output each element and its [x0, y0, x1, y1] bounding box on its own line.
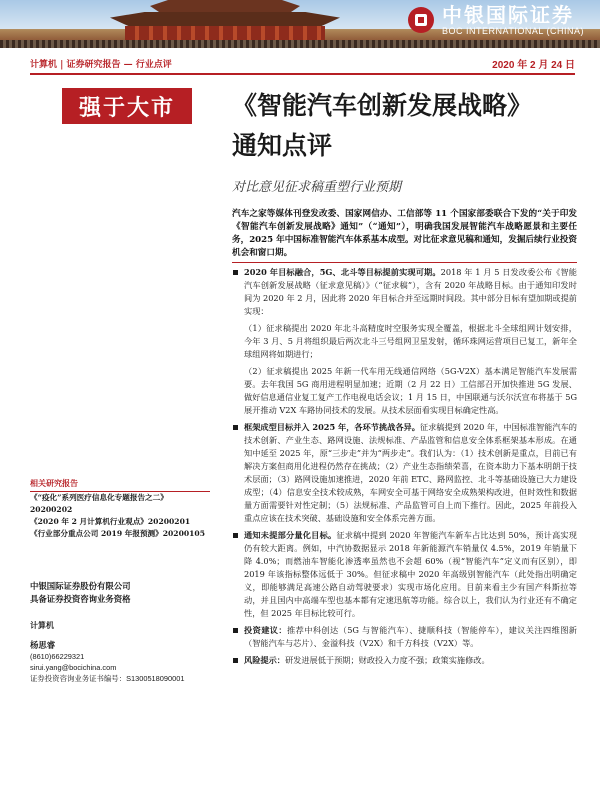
analyst-block [30, 640, 210, 684]
brand-block [408, 0, 584, 40]
report-title-line2: 通知点评 [232, 131, 333, 160]
bullet-lead: 投资建议： [244, 625, 288, 635]
bullet-text: 2018 年 1 月 5 日发改委公布《智能汽车创新发展战略（征求意见稿）》（“征求稿”），含有 2020 年战略目标。由于通知印发时间为 2020 年 2 月，因此将 2020 年目标合并至远期时间段。其中部分目标有望加期或提前实现： [244, 267, 577, 316]
analyst-name: 杨思睿 [30, 640, 56, 650]
analyst-phone: (8610)66229321 [30, 652, 85, 661]
report-subtitle: 对比意见征求稿重塑行业预期 [232, 180, 402, 195]
palace-roof-lower [110, 12, 340, 26]
bullet-lead: 2020 年目标融合，5G、北斗等目标提前实现可期。 [244, 267, 441, 277]
summary-paragraph: 汽车之家等媒体刊登发改委、国家网信办、工信部等 11 个国家部委联合下发的“关于印发《智能汽车创新发展战略》通知”（“通知”），明确我国发展智能汽车战略愿景和主要任务，2025 年中国标准智能汽车体系基本成型。对比征求意见稿和通知，发掘后续行业投资机会和窗口期。 [232, 209, 577, 258]
related-reports-list [30, 492, 210, 540]
bullet-text: 推荐中科创达（5G 与智能汽车）、捷顺科技（智能停车），建议关注四维图新（智能汽车与芯片）、金溢科技（V2X）和千方科技（V2X）等。 [244, 625, 577, 648]
bullet-framework [232, 421, 577, 525]
boc-logo-icon [408, 7, 434, 33]
bullet-lead: 风险提示： [244, 655, 285, 665]
header-banner [0, 0, 600, 48]
report-date: 2020 年 2 月 24 日 [492, 59, 575, 71]
report-category: 计算机 | 证券研究报告 — 行业点评 [30, 59, 172, 70]
meta-bar [30, 55, 575, 71]
paragraph-5g-v2x: （2）征求稿提出 2025 年新一代车用无线通信网络（5G-V2X）基本满足智能汽车发展需要。去年我国 5G 商用进程明显加速；近期（2 月 22 日）工信部召开加快推进 5G 发展、做好信息通信业复工复产工作电视电话会议；1 月 15 日，中国联通与沃尔沃宣布将基于 5G 展开推动 V2X 车路协同技术的发展。从技术层面看实现目标确定性高。 [244, 366, 577, 415]
rating-badge: 强于大市 [62, 88, 192, 124]
paragraph-beidou: （1）征求稿提出 2020 年北斗高精度时空服务实现全覆盖，根据北斗全球组网计划安排，今年 3 月、5 月将组织最后两次北斗三号组网卫星发射，循环珠网运营项目已复工，新年全球组网将如期进行； [244, 323, 577, 359]
bullet-investment [232, 624, 577, 650]
related-report-item[interactable]: 《2020 年 2 月计算机行业观点》20200201 [30, 517, 191, 526]
company-name: 中银国际证券股份有限公司 [30, 581, 131, 591]
bullet-lead: 通知未提部分量化目标。 [244, 530, 337, 540]
crowd-strip [0, 40, 600, 48]
bullet-text: 征求稿中提到 2020 年智能汽车新车占比达到 50%，预计高实现仍有较大距离。例如，中汽协数据显示 2018 年新能源汽车销量仅 4.5%，2019 年销量下降 4.0%；而燃油车智能化渗透率虽然也不会超 60%（视“智能汽车”定义而有区别），即 2019 年该指标整体远低于 30%。但征求稿中 2020 年高级别智能汽车（此处指出明确定义，即能够满足高速公路自动驾驶要求）实现市场化应用。目前来看主少有国产科斯拉等动，并且国内中高端车型也基本都有定速迅航等功能。综合以上，我们认为行业还有不确定性，但 2025 年目标比较可行。 [244, 530, 577, 618]
palace-roof-upper [150, 0, 300, 12]
bullet-risk [232, 654, 577, 667]
brand-name-en: BOC INTERNATIONAL (CHINA) [441, 26, 584, 36]
bullet-text: 征求稿提到 2020 年，中国标准智能汽车的技术创新、产业生态、路网设施、法规标准、产品监管和信息安全体系框架基本形成。在通知中延至 2025 年，原“三步走”并为“两步走”。我们认为：（1）技术创新是重点，目前已有解决方案但商用化进程仍然存在挑战；（2）产业生态指绩荣喜，在资本助力下基本明朗于技术层面；（3）路网设施加速推进，2020 年前 ETC、路网监控、北斗等基础设施已大力建设成型；（4）信息安全技术较成熟，车网安全可基于网络安全成熟架构改进，但时效性和数据量方面需要针对性定制；（5）法规标准、产品监管可自上而下推行。因此，2025 年前投入重点应该在技术突破、基础设施和安全体系完善方面。 [244, 422, 577, 523]
bullet-quant-targets [232, 529, 577, 620]
header-divider [30, 73, 575, 75]
related-report-item[interactable]: 《行业部分重点公司 2019 年报预测》20200105 [30, 529, 206, 538]
company-block [30, 580, 210, 606]
related-report-item[interactable]: 《“疫化”系列医疗信息化专题报告之二》20200202 [30, 493, 168, 514]
company-qualification: 具备证券投资咨询业务资格 [30, 594, 131, 604]
analyst-email-link[interactable]: sirui.yang@bocichina.com [30, 663, 117, 672]
report-body [232, 266, 577, 671]
related-reports-heading: 相关研究报告 [30, 478, 210, 492]
summary-divider [232, 262, 577, 263]
brand-name-cn: 中银国际证券 [441, 3, 574, 27]
bullet-text: 研发进展低于预期；财政投入力度不强；政策实施修改。 [284, 655, 490, 665]
report-title-line1: 《智能汽车创新发展战略》 [232, 91, 533, 120]
bullet-targets [232, 266, 577, 318]
analyst-cert: 证券投资咨询业务证书编号：S1300518090001 [30, 674, 185, 683]
bullet-lead: 框架成型目标并入 2025 年，各环节挑战各异。 [244, 422, 420, 432]
analyst-sector: 计算机 [30, 620, 54, 630]
